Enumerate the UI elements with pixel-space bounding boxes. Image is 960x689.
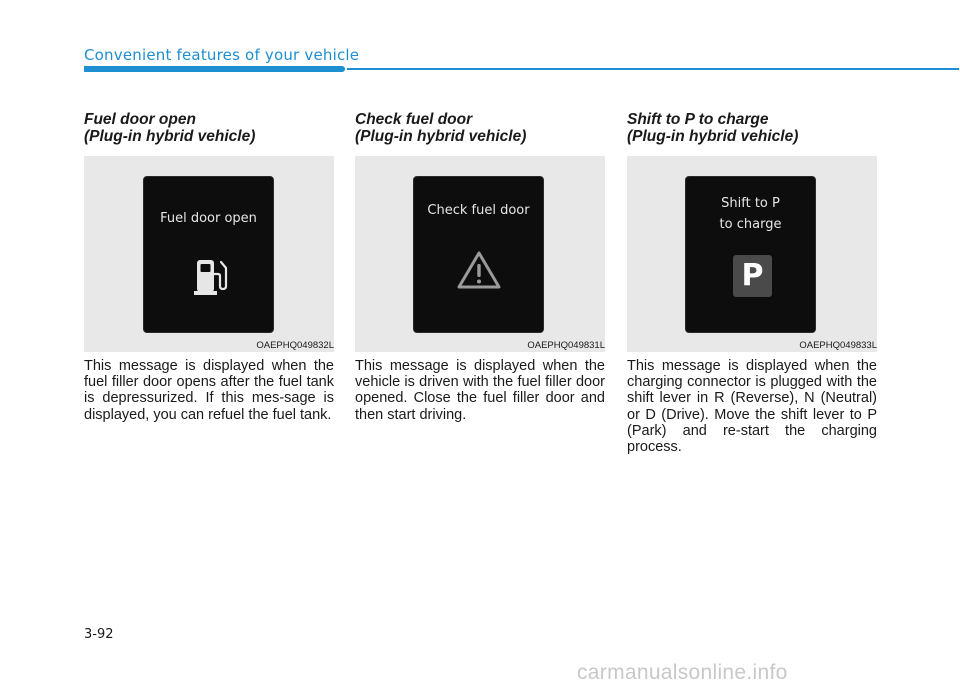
heading-line-2: (Plug-in hybrid vehicle) [84,128,256,145]
heading-line-1: Fuel door open [84,111,196,128]
description: This message is displayed when the charging connector is plugged with the shift lever in R (Reverse), N (Neutral) or D (Drive). Move the shift lever to P (Park) and re-start the charging process. [627,358,877,456]
header-accent-bar [84,66,345,72]
screen-message-line-1: Shift to P [721,196,780,211]
figure-code: OAEPHQ049832L [256,340,334,351]
section-heading [84,111,334,145]
screen-message: Fuel door open [160,211,257,226]
cluster-screen [685,176,816,333]
heading-line-2: (Plug-in hybrid vehicle) [355,128,527,145]
section-title: Convenient features of your vehicle [84,46,360,64]
section-heading [627,111,877,145]
figure-code: OAEPHQ049831L [527,340,605,351]
heading-line-2: (Plug-in hybrid vehicle) [627,128,799,145]
section-check-fuel-door [355,111,605,423]
cluster-figure [355,156,605,352]
cluster-screen [413,176,544,333]
section-shift-to-p [627,111,877,456]
cluster-figure [627,156,877,352]
heading-line-1: Shift to P to charge [627,111,769,128]
screen-message-line-2: to charge [719,217,782,232]
park-p-icon: P [733,255,772,297]
figure-code: OAEPHQ049833L [799,340,877,351]
watermark: carmanualsonline.info [577,661,788,684]
header-rule [347,68,959,70]
cluster-figure [84,156,334,352]
warning-triangle-icon [455,249,503,291]
cluster-screen [143,176,274,333]
description: This message is displayed when the vehicle is driven with the fuel filler door opened. Close the fuel filler door and then start driving. [355,358,605,423]
screen-message: Check fuel door [427,203,530,218]
fuel-pump-icon [193,256,231,296]
description: This message is displayed when the fuel filler door opens after the fuel tank is depressurized. If this mes-sage is displayed, you can refuel the fuel tank. [84,358,334,423]
section-heading [355,111,605,145]
heading-line-1: Check fuel door [355,111,473,128]
page-number: 3-92 [84,627,114,642]
section-fuel-door-open [84,111,334,423]
